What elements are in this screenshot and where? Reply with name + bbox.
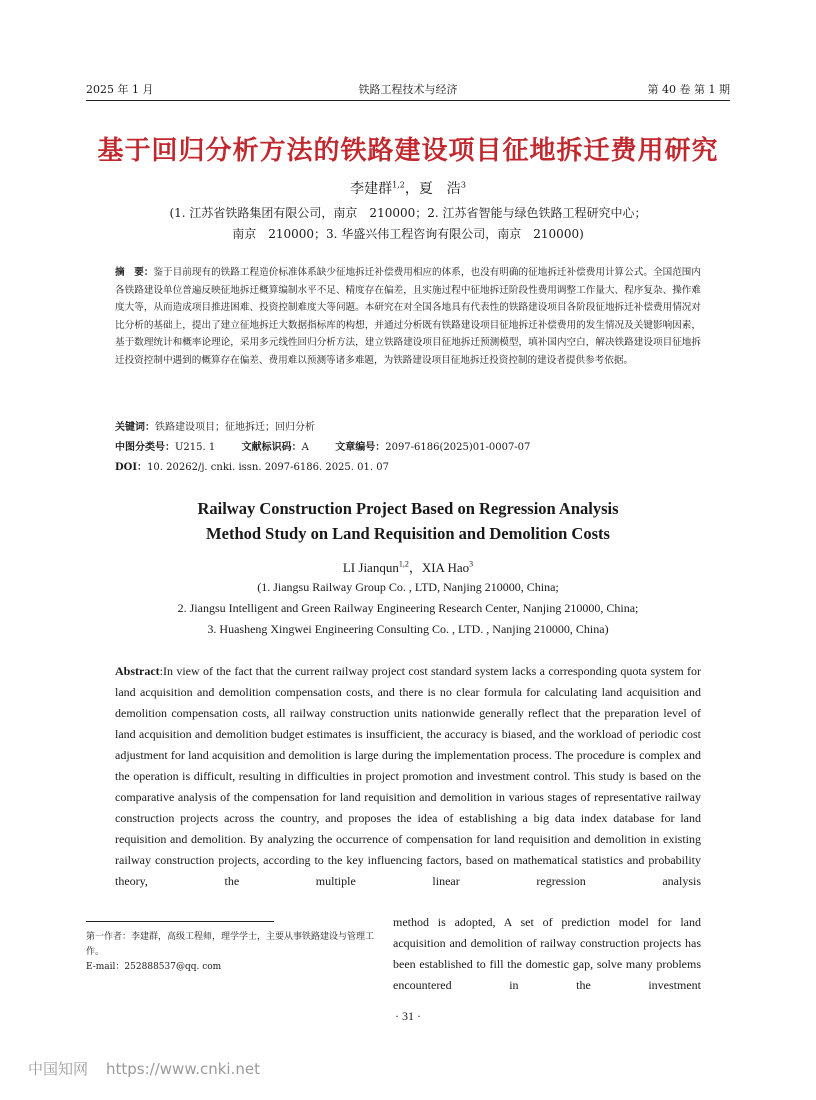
keywords-cn-label: 关键词：: [115, 422, 155, 433]
footnote-author-info: 第一作者：李建群，高级工程师，理学学士，主要从事铁路建设与管理工作。: [86, 932, 375, 957]
title-en-line-1: Railway Construction Project Based on Regression Analysis: [197, 499, 619, 518]
author-2-cn: 夏 浩: [418, 181, 461, 197]
title-cn: 基于回归分析方法的铁路建设项目征地拆迁费用研究: [97, 136, 719, 166]
doi-value: 10. 20262/j. cnki. issn. 2097-6186. 2025. 01. 07: [147, 462, 389, 473]
affiliation-en-line-1: (1. Jiangsu Railway Group Co. , LTD, Nanjing 210000, China;: [257, 580, 559, 594]
affiliation-en-line-3: 3. Huasheng Xingwei Engineering Consulting Co. , LTD. , Nanjing 210000, China): [207, 622, 609, 636]
abstract-cn-text: 鉴于目前现有的铁路工程造价标准体系缺少征地拆迁补偿费用相应的体系，也没有明确的征地拆迁补偿费用计算公式。全国范围内各铁路建设单位普遍反映征地拆迁概算编制水平不足、精度存在偏差，且实施过程中征地拆迁阶段性费用调整工作量大、程序复杂、操作难度大等，从而造成项目推进困难、投资控制难度大等问题。本研究在对全国各地具有代表性的铁路建设项目各阶段征地拆迁补偿费用情况对比分析的基础上，提出了建立征地拆迁大数据指标库的构想，并通过分析既有铁路建设项目征地拆迁补偿费用的发生情况及关键影响因素，基于数理统计和概率论理论，采用多元线性回归分析方法，建立铁路建设项目征地拆迁预测模型，填补国内空白，解决铁路建设项目征地拆迁投资控制中遇到的概算存在偏差、费用难以预测等诸多难题，为铁路建设项目征地拆迁投资控制的建设者提供参考依据。: [115, 267, 702, 366]
keywords-cn: [115, 418, 715, 433]
running-header: [86, 81, 730, 99]
clc-label: 中图分类号：: [115, 442, 175, 453]
authors-en: [0, 557, 816, 576]
author-2-en-affil: 3: [469, 559, 474, 569]
footnote-rule: [86, 921, 274, 922]
watermark-site-name: 中国知网: [28, 1060, 89, 1078]
header-journal: 铁路工程技术与经济: [358, 83, 458, 96]
classification-line: [115, 438, 715, 453]
author-separator-cn: ，: [404, 181, 419, 197]
footnote-email: E-mail：252888537@qq. com: [86, 962, 222, 972]
abstract-en-colon: :: [159, 664, 163, 678]
watermark-url: https://www.cnki.net: [106, 1060, 260, 1078]
article-number-label: 文章编号：: [335, 442, 386, 453]
abstract-en-text: In view of the fact that the current railway project cost standard system lacks a corresponding quota system for land acquisition and demolition compensation costs, and there is no clear formula for calculating land acquisition and demolition compensation costs, all railway construction units nationwide generally reflect that the preparation level of land acquisition and demolition budget estimates is insufficient, the accuracy is biased, and the workload of periodic cost adjustment for land acquisition and demolition is large during the implementation process. The procedure is complex and the operation is difficult, resulting in difficulties in project promotion and investment control. This study is based on the comparative analysis of the compensation for land requisition and demolition in various stages of representative railway construction projects across the country, and proposes the idea of establishing a big data index database for land requisition and demolition. By analyzing the occurrence of compensation for land requisition and demolition in existing railway construction projects, according to the key influencing factors, based on mathematical statistics and probability theory, the multiple linear regression analysis: [115, 664, 701, 888]
author-1-cn: 李建群: [350, 181, 393, 197]
abstract-en-label: Abstract: [115, 664, 160, 678]
title-en: [0, 496, 816, 546]
abstract-en-continuation: method is adopted, A set of prediction model for land acquisition and demolition of railway construction projects has been established to fill the domestic gap, solve many problems encountered in the investment: [393, 915, 701, 992]
header-volume: 第 40 卷 第 1 期: [647, 83, 730, 96]
title-en-line-2: Method Study on Land Requisition and Demolition Costs: [206, 524, 610, 543]
cnki-watermark: [28, 1058, 278, 1079]
author-2-cn-affil: 3: [460, 180, 466, 190]
footnote: [86, 930, 382, 975]
affiliation-en-line-2: 2. Jiangsu Intelligent and Green Railway Engineering Research Center, Nanjing 210000, China;: [177, 601, 639, 615]
abstract-en: [115, 661, 701, 901]
affiliation-cn-line-1: (1. 江苏省铁路集团有限公司，南京 210000；2. 江苏省智能与绿色铁路工程研究中心；: [169, 206, 647, 220]
author-1-en: LI Jianqun: [342, 560, 399, 575]
header-rule: [86, 100, 730, 101]
abstract-cn: [115, 264, 701, 370]
doc-code-value: A: [301, 442, 309, 453]
author-2-en: XIA Hao: [421, 560, 470, 575]
header-date: 2025 年 1 月: [86, 83, 154, 96]
doc-code-label: 文献标识码：: [241, 442, 302, 453]
affiliation-cn-line-2: 南京 210000；3. 华盛兴伟工程咨询有限公司，南京 210000): [232, 227, 584, 241]
authors-cn: [0, 178, 816, 198]
author-1-en-affil: 1,2: [398, 559, 409, 569]
doi-line: [115, 458, 715, 473]
abstract-cn-label: 摘 要：: [115, 267, 154, 278]
clc-value: U215. 1: [175, 442, 216, 453]
article-number-value: 2097-6186(2025)01-0007-07: [385, 442, 531, 453]
author-1-cn-affil: 1,2: [392, 180, 405, 190]
author-separator-en: ，: [408, 560, 422, 575]
page-number: · 31 ·: [395, 1009, 421, 1023]
doi-label: DOI：: [115, 462, 148, 473]
keywords-cn-text: 铁路建设项目；征地拆迁；回归分析: [155, 422, 315, 433]
